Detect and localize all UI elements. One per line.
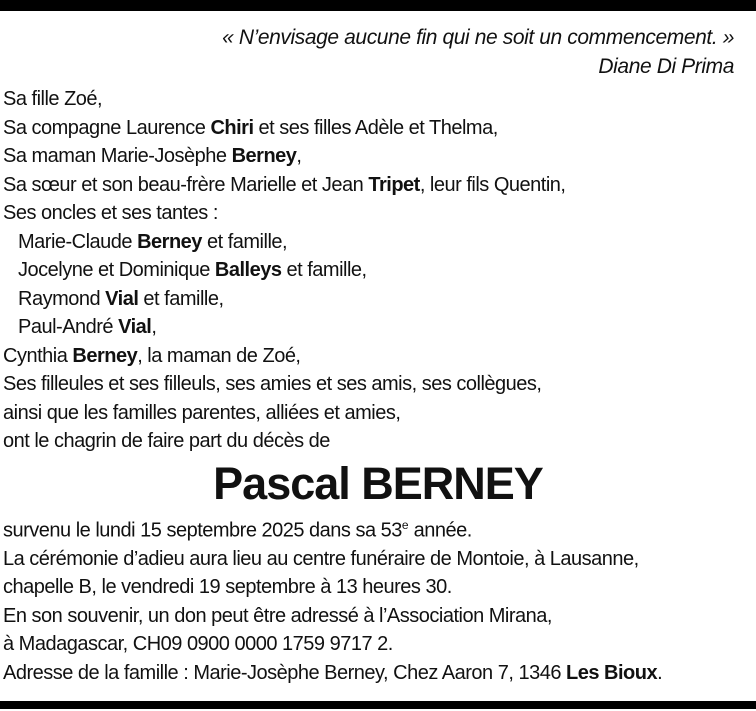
text-line: ainsi que les familles parentes, alliées et amies, xyxy=(3,401,401,424)
text-line: ont le chagrin de faire part du décès de xyxy=(3,430,330,452)
text-line: Sa compagne Laurence Chiri et ses filles Adèle et Thelma, xyxy=(3,116,498,139)
text-line: Paul-André Vial, xyxy=(18,316,157,338)
text-line: Adresse de la famille : Marie-Josèphe Berney, Chez Aaron 7, 1346 Les Bioux. xyxy=(3,661,663,684)
text-line: Cynthia Berney, la maman de Zoé, xyxy=(3,344,301,367)
detail-lines xyxy=(0,511,756,688)
epigraph xyxy=(0,23,756,81)
text-line: Ses oncles et ses tantes : xyxy=(3,202,218,224)
epigraph-quote: « N’envisage aucune fin qui ne soit un commencement. » xyxy=(222,26,734,49)
text-line: Sa fille Zoé, xyxy=(3,88,103,110)
text-line: Sa maman Marie-Josèphe Berney, xyxy=(3,145,302,167)
epigraph-attribution: Diane Di Prima xyxy=(598,55,734,78)
text-line: En son souvenir, un don peut être adressé à l’Association Mirana, xyxy=(3,604,552,627)
text-line: Ses filleules et ses filleuls, ses amies et ses amis, ses collègues, xyxy=(3,373,542,395)
text-line: La cérémonie d’adieu aura lieu au centre funéraire de Montoie, à Lausanne, xyxy=(3,547,639,570)
top-border-bar xyxy=(0,0,756,11)
text-line: Marie-Claude Berney et famille, xyxy=(18,230,288,253)
text-line: Jocelyne et Dominique Balleys et famille, xyxy=(18,259,367,281)
text-line: Sa sœur et son beau-frère Marielle et Jean Tripet, leur fils Quentin, xyxy=(3,173,566,196)
text-line: Raymond Vial et famille, xyxy=(18,287,224,310)
bottom-border-bar xyxy=(0,701,756,709)
text-line: à Madagascar, CH09 0900 0000 1759 9717 2. xyxy=(3,633,393,656)
deceased-name: Pascal BERNEY xyxy=(213,457,543,509)
notice-content xyxy=(0,11,756,687)
family-lines xyxy=(0,85,756,456)
text-line: chapelle B, le vendredi 19 septembre à 13 heures 30. xyxy=(3,576,452,599)
text-line: survenu le lundi 15 septembre 2025 dans sa 53e année. xyxy=(3,517,472,542)
